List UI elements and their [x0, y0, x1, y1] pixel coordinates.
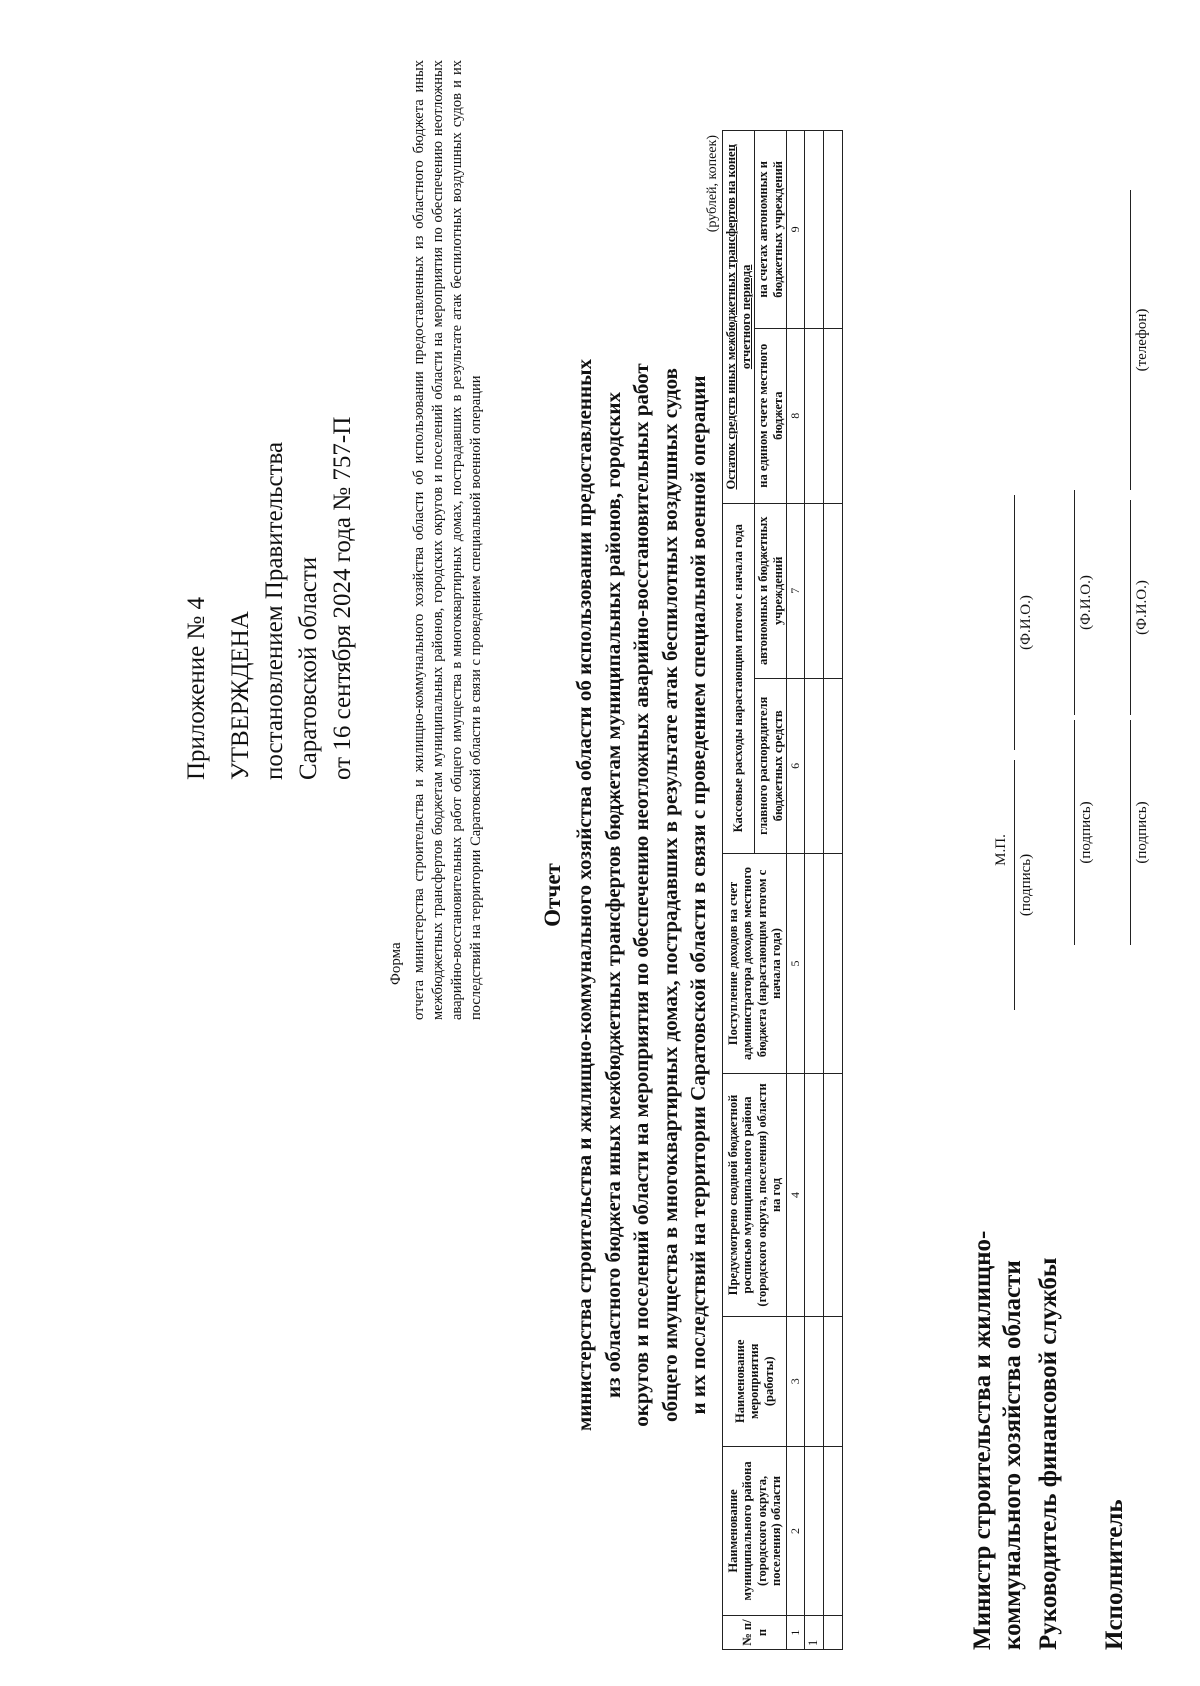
table-cell — [804, 853, 823, 1073]
col-header-main-manager: главного распорядителя бюджетных средств — [755, 678, 787, 853]
table-row — [787, 131, 805, 1650]
executor-name-caption: (Ф.И.О.) — [1134, 580, 1150, 635]
minister-signature-caption: (подпись) — [1018, 853, 1034, 917]
stamp-mark: М.П. — [993, 834, 1009, 866]
executor-signature-line — [1130, 720, 1131, 945]
executor-name-line — [1130, 500, 1131, 715]
finance-signature-line — [1074, 720, 1075, 945]
table-cell: 2 — [787, 1446, 805, 1615]
approval-line-1: постановлением Правительства — [261, 441, 288, 780]
col-header-balance-group: Остаток средств иных межбюджетных трансфертов на конец отчетного периода — [723, 131, 755, 504]
table-cell: 9 — [787, 131, 805, 329]
report-subtitle-line: и их последствий на территории Саратовской области в связи с проведением специальной военной операции — [686, 375, 710, 1415]
minister-name-caption: (Ф.И.О.) — [1018, 595, 1034, 650]
table-cell — [804, 328, 823, 503]
table-cell — [804, 1074, 823, 1317]
table-row — [804, 131, 823, 1650]
table-cell — [823, 1074, 842, 1317]
executor-phone-line — [1130, 190, 1131, 490]
table-header-row — [723, 131, 755, 1650]
report-subtitle-line: министерства строительства и жилищно-коммунального хозяйства области об использовании предоставленных — [572, 358, 596, 1432]
report-subtitle-line: округов и поселений области на мероприятия по обеспечению неотложных аварийно-восстановительных работ — [629, 363, 653, 1427]
col-header-institutions-expenses: автономных и бюджетных учреждений — [755, 503, 787, 678]
approval-header — [180, 60, 360, 780]
executor-phone-caption: (телефон) — [1134, 308, 1150, 372]
minister-label — [968, 1231, 1028, 1650]
finance-signature-caption: (подпись) — [1078, 801, 1094, 864]
table-cell — [823, 1446, 842, 1615]
table-cell — [823, 678, 842, 853]
table-cell — [804, 1316, 823, 1446]
minister-signature-line — [1014, 760, 1015, 1010]
approval-line-3: от 16 сентября 2024 года № 757-П — [329, 416, 356, 780]
units-label: (рублей, копеек) — [705, 135, 720, 233]
table-cell — [823, 853, 842, 1073]
form-label: Форма — [388, 942, 404, 985]
table-cell: 8 — [787, 328, 805, 503]
col-header-municipality: Наименование муниципального района (городского округа, поселения) области — [723, 1446, 787, 1615]
table-cell — [823, 131, 842, 329]
table-cell — [804, 1446, 823, 1615]
table-cell — [823, 328, 842, 503]
minister-name-line — [1014, 495, 1015, 750]
table-row — [823, 131, 842, 1650]
table-cell — [804, 678, 823, 853]
appendix-number: Приложение № 4 — [183, 596, 210, 780]
report-title: Отчет — [540, 863, 565, 927]
report-subtitle-line: из областного бюджета иных межбюджетных трансфертов бюджетам муниципальных районов, городских — [600, 392, 625, 1399]
table-cell — [823, 503, 842, 678]
table-cell — [804, 131, 823, 329]
col-header-activity: Наименование мероприятия (работы) — [723, 1316, 787, 1446]
approved-label: УТВЕРЖДЕНА — [227, 611, 254, 780]
table-cell: 4 — [787, 1074, 805, 1317]
col-header-number: № п/п — [723, 1616, 787, 1650]
form-subject: отчета министерства строительства и жилищно-коммунального хозяйства области об использовании предоставленных из областного бюджета иных межбюджетных трансфертов бюджетам муниципальных районов, городских округов и поселений области на мероприятия по обеспечению неотложных аварийно-восстановительных работ общего имущества в многоквартирных домах, пострадавших в результате атак беспилотных воздушных судов и их последствий на территории Саратовской области в связи с проведением специальной военной операции — [411, 60, 484, 1020]
table-cell — [823, 1316, 842, 1446]
table-cell: 5 — [787, 853, 805, 1073]
table-cell: 6 — [787, 678, 805, 853]
finance-name-line — [1074, 490, 1075, 715]
report-subtitle — [570, 140, 713, 1650]
approval-line-2: Саратовской области — [295, 556, 322, 780]
col-header-expenses-group: Кассовые расходы нарастающим итогом с начала года — [723, 503, 755, 853]
table-cell: 1 — [787, 1616, 805, 1650]
table-cell: 7 — [787, 503, 805, 678]
table-cell — [804, 503, 823, 678]
col-header-institutions-accounts: на счетах автономных и бюджетных учреждений — [755, 131, 787, 329]
table-cell: 3 — [787, 1316, 805, 1446]
table-cell — [823, 1616, 842, 1650]
minister-label-line: коммунального хозяйства области — [999, 1260, 1026, 1650]
finance-head-label: Руководитель финансовой службы — [1035, 1257, 1062, 1650]
col-header-planned: Предусмотрено сводной бюджетной росписью муниципального района (городского округа, поселения) области на год — [723, 1074, 787, 1317]
report-table — [722, 130, 843, 1650]
executor-label: Исполнитель — [1101, 1499, 1128, 1650]
report-subtitle-line: общего имущества в многоквартирных домах, пострадавших в результате атак беспилотных воздушных судов — [657, 368, 682, 1422]
finance-name-caption: (Ф.И.О.) — [1078, 575, 1094, 630]
table-cell: 1 — [804, 1616, 823, 1650]
executor-signature-caption: (подпись) — [1134, 801, 1150, 864]
col-header-revenue: Поступление доходов на счет администратора доходов местного бюджета (нарастающим итогом с начала года) — [723, 853, 787, 1073]
col-header-single-account: на едином счете местного бюджета — [755, 328, 787, 503]
landscape-content — [70, 60, 1180, 1650]
minister-label-line: Министр строительства и жилищно- — [969, 1230, 996, 1650]
